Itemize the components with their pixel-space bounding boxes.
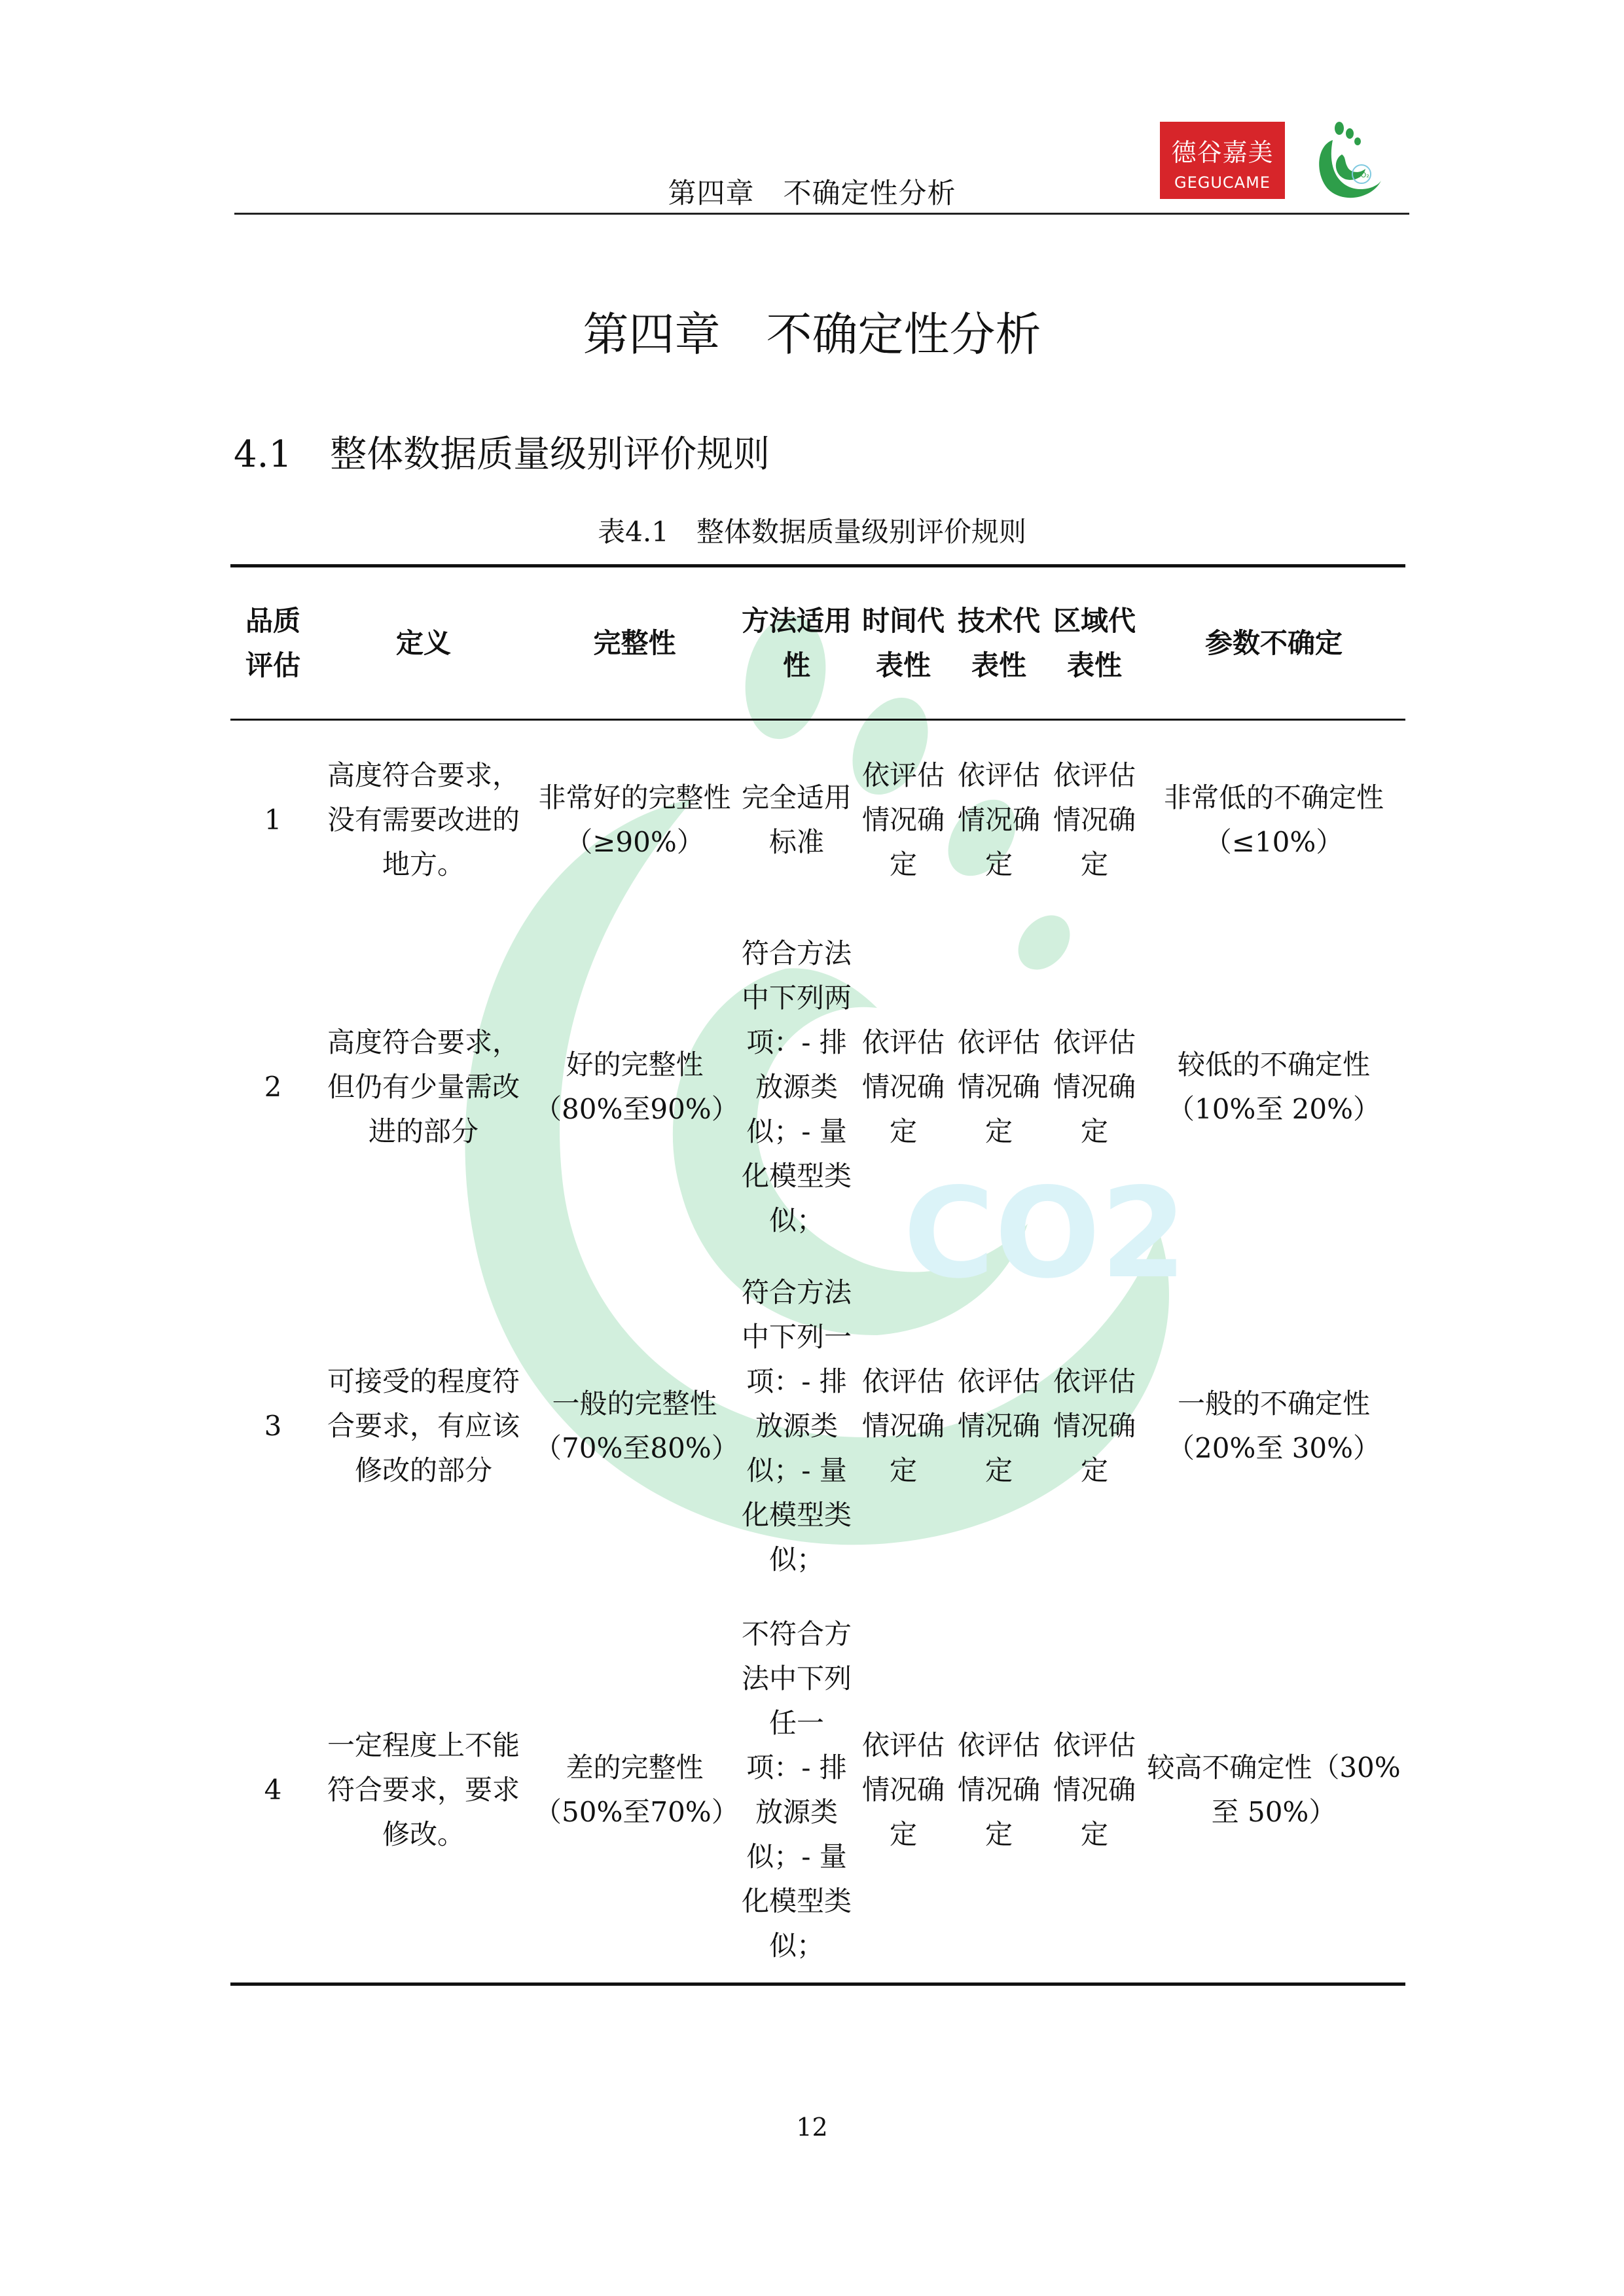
brand-name-cn: 德谷嘉美 — [1171, 138, 1274, 167]
cell-tech: 依评估情况确定 — [957, 1365, 1040, 1486]
header-divider — [234, 213, 1409, 215]
cell-completeness: 好的完整性（80%至90%） — [534, 1048, 739, 1125]
cell-param: 较高不确定性（30%至 50%） — [1147, 1751, 1401, 1829]
cell-completeness: 差的完整性（50%至70%） — [534, 1751, 739, 1829]
header-tech: 技术代表性 — [951, 566, 1047, 720]
table-caption: 表4.1 整体数据质量级别评价规则 — [598, 516, 1026, 548]
cell-definition: 高度符合要求，但仍有少量需改进的部分 — [327, 1026, 520, 1147]
header-completeness: 完整性 — [532, 566, 738, 720]
brand-logo-box — [1160, 122, 1285, 199]
cell-definition: 高度符合要求，没有需要改进的地方。 — [327, 759, 520, 880]
cell-tech: 依评估情况确定 — [957, 1729, 1040, 1851]
table-row — [230, 720, 1405, 920]
cell-quality: 4 — [264, 1774, 282, 1806]
cell-quality: 1 — [264, 803, 282, 836]
section-number: 4.1 — [234, 433, 293, 476]
cell-completeness: 非常好的完整性（≥90%） — [538, 781, 731, 858]
table-row — [230, 1598, 1405, 1984]
cell-time: 依评估情况确定 — [861, 1729, 945, 1851]
table-header-row — [230, 566, 1405, 720]
cell-param: 非常低的不确定性（≤10%） — [1163, 781, 1384, 858]
running-header-title: 第四章 不确定性分析 — [668, 177, 956, 210]
cell-region: 依评估情况确定 — [1053, 1026, 1136, 1147]
cell-method: 符合方法中下列两项：- 排放源类似；- 量化模型类似； — [741, 937, 852, 1236]
cell-param: 较低的不确定性（10%至 20%） — [1166, 1048, 1381, 1125]
cell-method: 不符合方法中下列任一项：- 排放源类似；- 量化模型类似； — [741, 1618, 852, 1962]
cell-method: 符合方法中下列一项：- 排放源类似；- 量化模型类似； — [741, 1276, 852, 1575]
cell-method: 完全适用标准 — [741, 781, 852, 858]
cell-region: 依评估情况确定 — [1053, 759, 1136, 880]
cell-quality: 3 — [264, 1410, 282, 1442]
cell-quality: 2 — [264, 1070, 282, 1103]
page-number: 12 — [796, 2113, 828, 2142]
brand-name-en: GEGUCAME — [1174, 173, 1271, 192]
cell-definition: 一定程度上不能符合要求，要求修改。 — [327, 1729, 520, 1851]
section-heading — [234, 425, 770, 478]
footprint-co2-logo-icon — [1313, 120, 1386, 202]
cell-region: 依评估情况确定 — [1053, 1729, 1136, 1851]
cell-param: 一般的不确定性（20%至 30%） — [1166, 1388, 1381, 1464]
cell-region: 依评估情况确定 — [1053, 1365, 1136, 1486]
chapter-title: 第四章 不确定性分析 — [583, 308, 1041, 361]
watermark-co2-text: CO2 — [903, 1161, 1187, 1306]
cell-time: 依评估情况确定 — [861, 1365, 945, 1486]
header-time: 时间代表性 — [856, 566, 951, 720]
cell-definition: 可接受的程度符合要求，有应该修改的部分 — [327, 1365, 520, 1486]
cell-tech: 依评估情况确定 — [957, 759, 1040, 880]
header-param: 参数不确定 — [1142, 566, 1405, 720]
header-region: 区域代表性 — [1047, 566, 1142, 720]
quality-rule-table — [230, 564, 1405, 1986]
svg-text:CO₂: CO₂ — [1356, 171, 1369, 179]
header-method: 方法适用性 — [738, 566, 856, 720]
header-quality: 品质评估 — [230, 566, 316, 720]
header-definition: 定义 — [316, 566, 532, 720]
section-title: 整体数据质量级别评价规则 — [330, 433, 770, 476]
cell-tech: 依评估情况确定 — [957, 1026, 1040, 1147]
cell-time: 依评估情况确定 — [861, 1026, 945, 1147]
cell-time: 依评估情况确定 — [861, 759, 945, 880]
cell-completeness: 一般的完整性（70%至80%） — [534, 1388, 739, 1464]
table-row — [230, 920, 1405, 1255]
table-row — [230, 1255, 1405, 1598]
